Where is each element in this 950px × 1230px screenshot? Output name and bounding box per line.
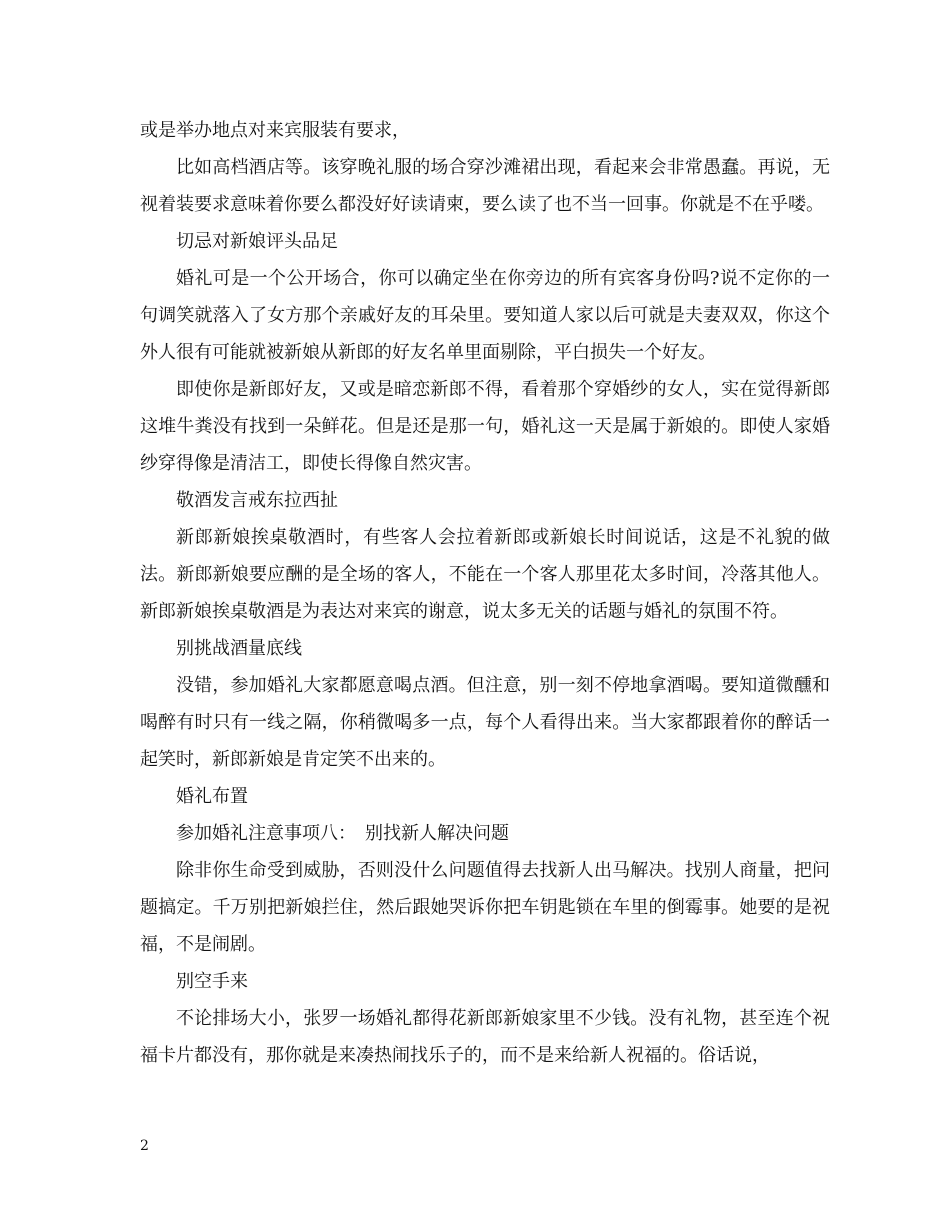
paragraph-7: 除非你生命受到威胁，否则没什么问题值得去找新人出马解决。找别人商量，把问题搞定。千万别把新娘拦住，然后跟她哭诉你把车钥匙锁在车里的倒霉事。她要的是祝福，不是闹剧。 xyxy=(140,860,830,955)
page-number: 2 xyxy=(140,1138,149,1154)
section-heading: 别挑战酒量底线 xyxy=(176,638,302,659)
paragraph-5: 新郎新娘挨桌敬酒时，有些客人会拉着新郎或新娘长时间说话，这是不礼貌的做法。新郎新娘要应酬的是全场的客人，不能在一个客人那里花太多时间，冷落其他人。新郎新娘挨桌敬酒是为表达对来宾的谢意，说太多无关的话题与婚礼的氛围不符。 xyxy=(140,527,830,622)
section-heading: 婚礼布置 xyxy=(176,786,248,807)
section-heading: 切忌对新娘评头品足 xyxy=(176,231,338,252)
section-heading: 别空手来 xyxy=(176,971,248,992)
section-heading: 敬酒发言戒东拉西扯 xyxy=(176,490,338,511)
paragraph-6: 没错，参加婚礼大家都愿意喝点酒。但注意，别一刻不停地拿酒喝。要知道微醺和喝醉有时只有一线之隔，你稍微喝多一点，每个人看得出来。当大家都跟着你的醉话一起笑时，新郎新娘是肯定笑不出来的。 xyxy=(140,675,830,770)
paragraph-2: 比如高档酒店等。该穿晚礼服的场合穿沙滩裙出现，看起来会非常愚蠢。再说，无视着装要求意味着你要么都没好好读请柬，要么读了也不当一回事。你就是不在乎喽。 xyxy=(140,157,830,215)
section-heading: 参加婚礼注意事项八： 别找新人解决问题 xyxy=(176,823,509,844)
paragraph-4: 即使你是新郎好友，又或是暗恋新郎不得，看着那个穿婚纱的女人，实在觉得新郎这堆牛粪没有找到一朵鲜花。但是还是那一句，婚礼这一天是属于新娘的。即使人家婚纱穿得像是清洁工，即使长得像自然灾害。 xyxy=(140,379,830,474)
paragraph-1: 或是举办地点对来宾服装有要求， xyxy=(140,120,410,141)
paragraph-8: 不论排场大小，张罗一场婚礼都得花新郎新娘家里不少钱。没有礼物，甚至连个祝福卡片都没有，那你就是来凑热闹找乐子的，而不是来给新人祝福的。俗话说， xyxy=(140,1008,830,1066)
paragraph-3: 婚礼可是一个公开场合，你可以确定坐在你旁边的所有宾客身份吗?说不定你的一句调笑就落入了女方那个亲戚好友的耳朵里。要知道人家以后可就是夫妻双双，你这个外人很有可能就被新娘从新郎的好友名单里面剔除，平白损失一个好友。 xyxy=(140,268,830,363)
body-text xyxy=(140,112,830,1074)
